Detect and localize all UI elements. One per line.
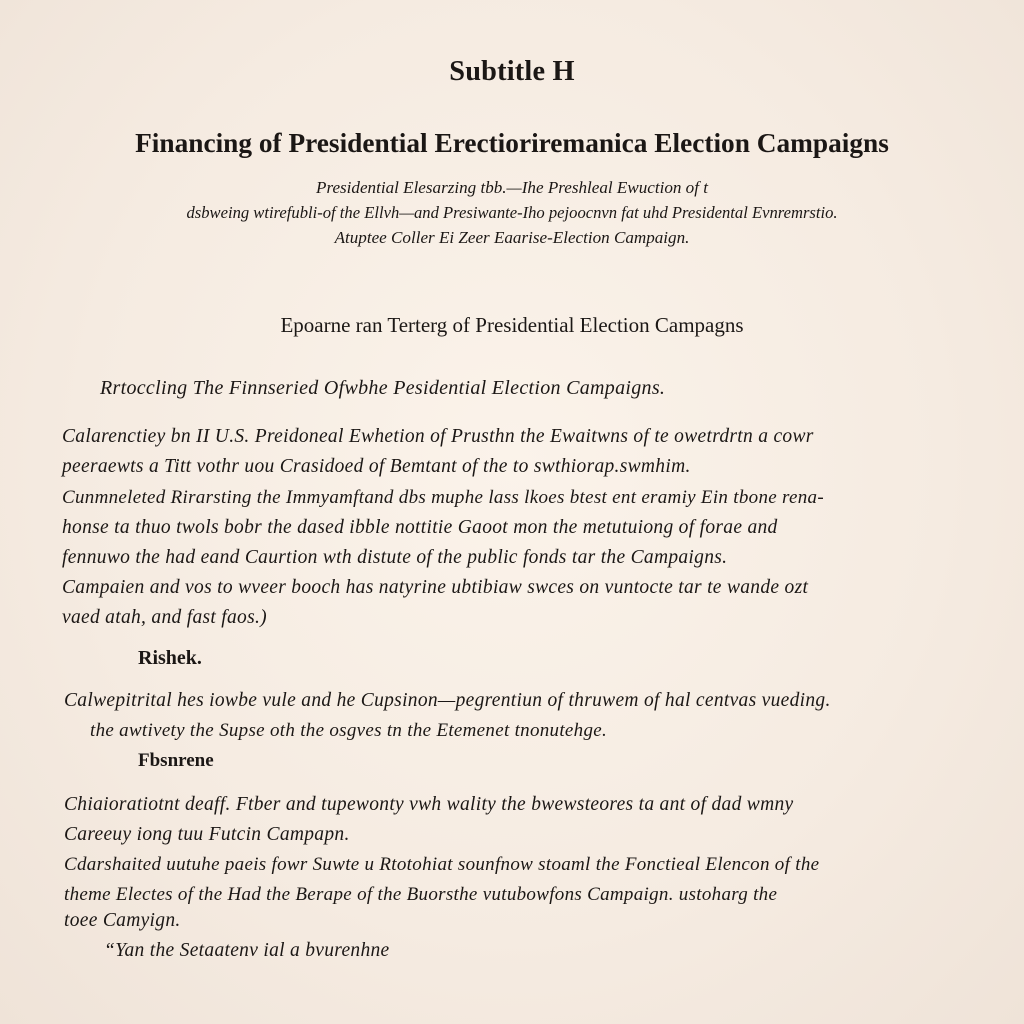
paragraph-line: theme Electes of the Had the Berape of the Buorsthe vutubowfons Campaign. ustoharg the bbox=[64, 884, 778, 905]
paragraph-line: Calwepitrital hes iowbe vule and he Cupsinon—pegrentiun of thruwem of hal centvas vueding. bbox=[64, 690, 831, 711]
section-heading: Epoarne ran Terterg of Presidential Election Campagns bbox=[280, 313, 744, 337]
intro-line: Presidential Elesarzing tbb.—Ihe Preshleal Ewuction of t bbox=[316, 178, 708, 197]
paragraph-line: honse ta thuo twols bobr the dased ibble nottitie Gaoot mon the metutuiong of forae and bbox=[62, 517, 778, 538]
intro-line: Atuptee Coller Ei Zeer Eaarise-Election Campaign. bbox=[334, 228, 690, 247]
paragraph-line: peeraewts a Titt vothr uou Crasidoed of Bemtant of the to swthiorap.swmhim. bbox=[62, 456, 691, 477]
intro-line: dsbweing wtirefubli-of the Ellvh—and Presiwante-Iho pejoocnvn fat uhd Presidental Evnremrstio. bbox=[186, 203, 838, 222]
paragraph-line: Calarenctiey bn II U.S. Preidoneal Ewhetion of Prusthn the Ewaitwns of te owetrdrtn a cowr bbox=[62, 426, 814, 447]
paragraph-line: Careeuy iong tuu Futcin Campapn. bbox=[64, 824, 350, 845]
paragraph-line: fennuwo the had eand Caurtion wth distute of the public fonds tar the Campaigns. bbox=[62, 547, 728, 568]
paragraph-line: “Yan the Setaatenv ial a bvurenhne bbox=[104, 940, 390, 961]
paragraph-line: the awtivety the Supse oth the osgves tn the Etemenet tnonutehge. bbox=[90, 720, 608, 741]
section-label: Fbsnrene bbox=[138, 750, 214, 771]
paragraph-line: Chiaioratiotnt deaff. Ftber and tupewonty vwh wality the bwewsteores ta ant of dad wmny bbox=[64, 794, 794, 815]
paragraph-line: Campaien and vos to wveer booch has natyrine ubtibiaw swces on vuntocte tar te wande ozt bbox=[62, 577, 809, 598]
paragraph-line: Cdarshaited uutuhe paeis fowr Suwte u Rtotohiat sounfnow stoaml the Fonctieal Elencon of the bbox=[64, 854, 820, 875]
page-title: Financing of Presidential Erectioriremanica Election Campaigns bbox=[135, 128, 889, 158]
paragraph-line: vaed atah, and fast faos.) bbox=[62, 607, 267, 628]
paragraph-line: Cunmneleted Rirarsting the Immyamftand dbs muphe lass lkoes btest ent eramiy Ein tbone rena- bbox=[62, 487, 824, 508]
paragraph-line: toee Camyign. bbox=[64, 910, 181, 931]
section-label: Rishek. bbox=[138, 647, 202, 669]
italic-subheading: Rrtoccling The Finnseried Ofwbhe Pesidential Election Campaigns. bbox=[100, 377, 666, 399]
subtitle-heading: Subtitle H bbox=[449, 56, 575, 87]
